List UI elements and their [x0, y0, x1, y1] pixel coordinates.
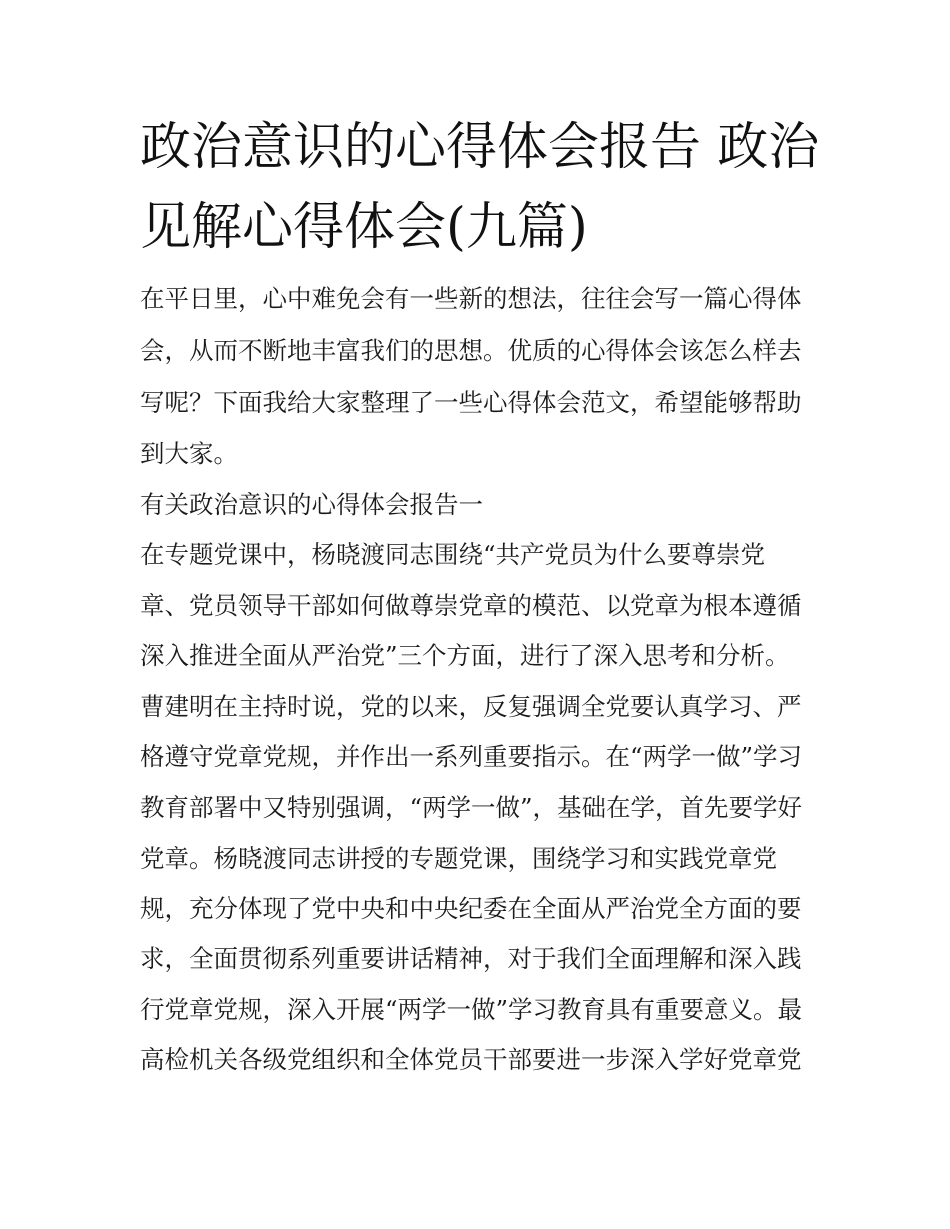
- paragraph-line-11: 教育部署中又特别强调，“两学一做”，基础在学，首先要学好: [140, 793, 803, 822]
- paragraph-line-9: 曹建明在主持时说，党的以来，反复强调全党要认真学习、严: [140, 692, 802, 721]
- section-heading: 有关政治意识的心得体会报告一: [140, 490, 483, 519]
- paragraph-line-12: 党章。杨晓渡同志讲授的专题党课，围绕学习和实践党章党: [140, 844, 777, 873]
- paragraph-line-16: 高检机关各级党组织和全体党员干部要进一步深入学好党章党: [140, 1045, 802, 1074]
- paragraph-line-15: 行党章党规，深入开展“两学一做”学习教育具有重要意义。最: [140, 995, 803, 1024]
- document-title-line-1: 政治意识的心得体会报告 政治: [140, 118, 820, 177]
- paragraph-line-1: 在平日里，心中难免会有一些新的想法，往往会写一篇心得体: [140, 284, 802, 313]
- paragraph-line-2: 会，从而不断地丰富我们的思想。优质的心得体会该怎么样去: [140, 336, 802, 365]
- paragraph-line-13: 规，充分体现了党中央和中央纪委在全面从严治党全方面的要: [140, 894, 802, 923]
- paragraph-line-4: 到大家。: [140, 439, 238, 468]
- paragraph-line-8: 深入推进全面从严治党”三个方面，进行了深入思考和分析。: [140, 641, 790, 670]
- paragraph-line-7: 章、党员领导干部如何做尊崇党章的模范、以党章为根本遵循: [140, 591, 802, 620]
- paragraph-line-6: 在专题党课中，杨晓渡同志围绕“共产党员为什么要尊崇党: [140, 540, 766, 569]
- paragraph-line-14: 求，全面贯彻系列重要讲话精神，对于我们全面理解和深入践: [140, 944, 802, 973]
- paragraph-line-10: 格遵守党章党规，并作出一系列重要指示。在“两学一做”学习: [140, 742, 803, 771]
- paragraph-line-3: 写呢？下面我给大家整理了一些心得体会范文，希望能够帮助: [140, 388, 802, 417]
- document-title-line-2: 见解心得体会(九篇): [140, 198, 588, 257]
